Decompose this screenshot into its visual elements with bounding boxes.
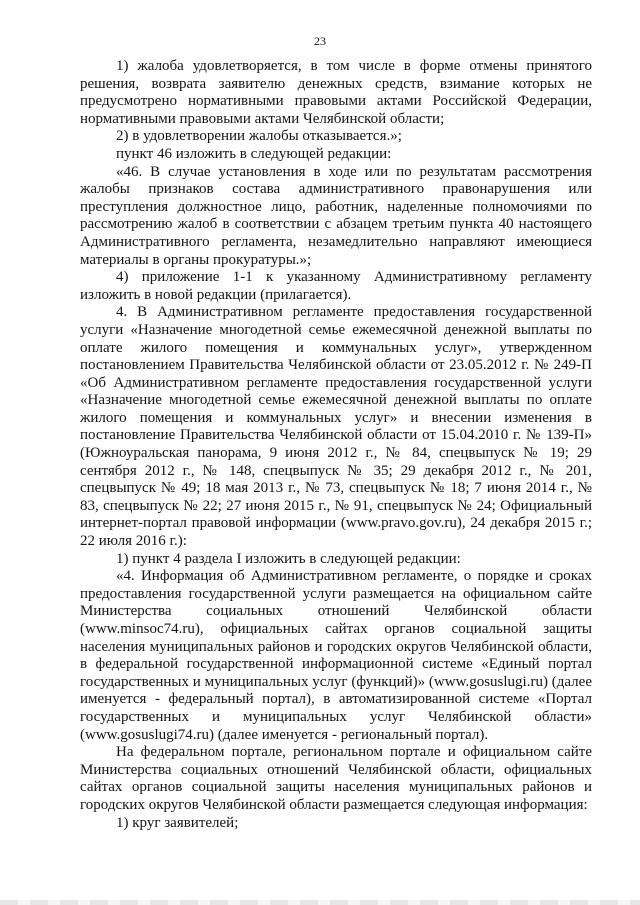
paragraph-applicants: 1) круг заявителей; <box>116 814 239 831</box>
paragraph-clause-46-text: «46. В случае установления в ходе или по результатам рассмотрения жалобы признаков состава административного правонарушения или преступления должностное лицо, работник, наделенные полномочиями по рассмотрению жалоб в соответствии с абзацем третьим пункта 40 настоящего Административного регламента, незамедлительно направляют имеющиеся материалы в органы прокуратуры.»; <box>80 163 592 268</box>
paragraph-clause-46-intro: пункт 46 изложить в следующей редакции: <box>116 145 392 162</box>
document-body <box>80 58 592 832</box>
paragraph-complaint-refused: 2) в удовлетворении жалобы отказывается.»; <box>116 128 402 145</box>
scan-bottom-edge <box>0 900 640 905</box>
paragraph-portal-information: На федеральном портале, региональном портале и официальном сайте Министерства социальных отношений Челябинской области, официальных сайтах органов социальной защиты населения муниципальных районов и городских округов Челябинской области размещается следующая информация: <box>80 744 592 813</box>
paragraph-complaint-satisfied: 1) жалоба удовлетворяется, в том числе в форме отмены принятого решения, возврата заявителю денежных средств, взимание которых не предусмотрено нормативными правовыми актами Российской Федерации, нормативными правовыми актами Челябинской области; <box>80 58 592 127</box>
paragraph-appendix-1-1: 4) приложение 1-1 к указанному Административному регламенту изложить в новой редакции (прилагается). <box>80 269 592 303</box>
paragraph-clause-4-intro: 1) пункт 4 раздела I изложить в следующей редакции: <box>116 550 461 567</box>
page-number: 23 <box>314 34 326 48</box>
paragraph-clause-4-text: «4. Информация об Административном регламенте, о порядке и сроках предоставления государственной услуги размещается на официальном сайте Министерства социальных отношений Челябинской области (www.minsoc74.ru), официальных сайтах органов социальной защиты населения муниципальных районов и городских округов Челябинской области, в федеральной государственной информационной системе «Единый портал государственных и муниципальных услуг (функций)» (www.gosuslugi.ru) (далее именуется - федеральный портал), в автоматизированной системе «Портал государственных и муниципальных услуг Челябинской области» (www.gosuslugi74.ru) (далее именуется - региональный портал). <box>80 568 592 743</box>
paragraph-section-4-regulation: 4. В Административном регламенте предоставления государственной услуги «Назначение многодетной семье ежемесячной денежной выплаты по оплате жилого помещения и коммунальных услуг», утвержденном постановлением Правительства Челябинской области от 23.05.2012 г. № 249-П «Об Административном регламенте предоставления государственной услуги «Назначение многодетной семье ежемесячной денежной выплаты по оплате жилого помещения и коммунальных услуг» и внесении изменения в постановление Правительства Челябинской области от 15.04.2010 г. № 139-П» (Южноуральская панорама, 9 июня 2012 г., № 84, спецвыпуск № 19; 29 сентября 2012 г., № 148, спецвыпуск № 35; 29 декабря 2012 г., № 201, спецвыпуск № 49; 18 мая 2013 г., № 73, спецвыпуск № 18; 7 июня 2014 г., № 83, спецвыпуск № 22; 27 июня 2015 г., № 91, спецвыпуск № 24; Официальный интернет-портал правовой информации (www.pravo.gov.ru), 24 декабря 2015 г.; 22 июля 2016 г.): <box>80 304 592 550</box>
